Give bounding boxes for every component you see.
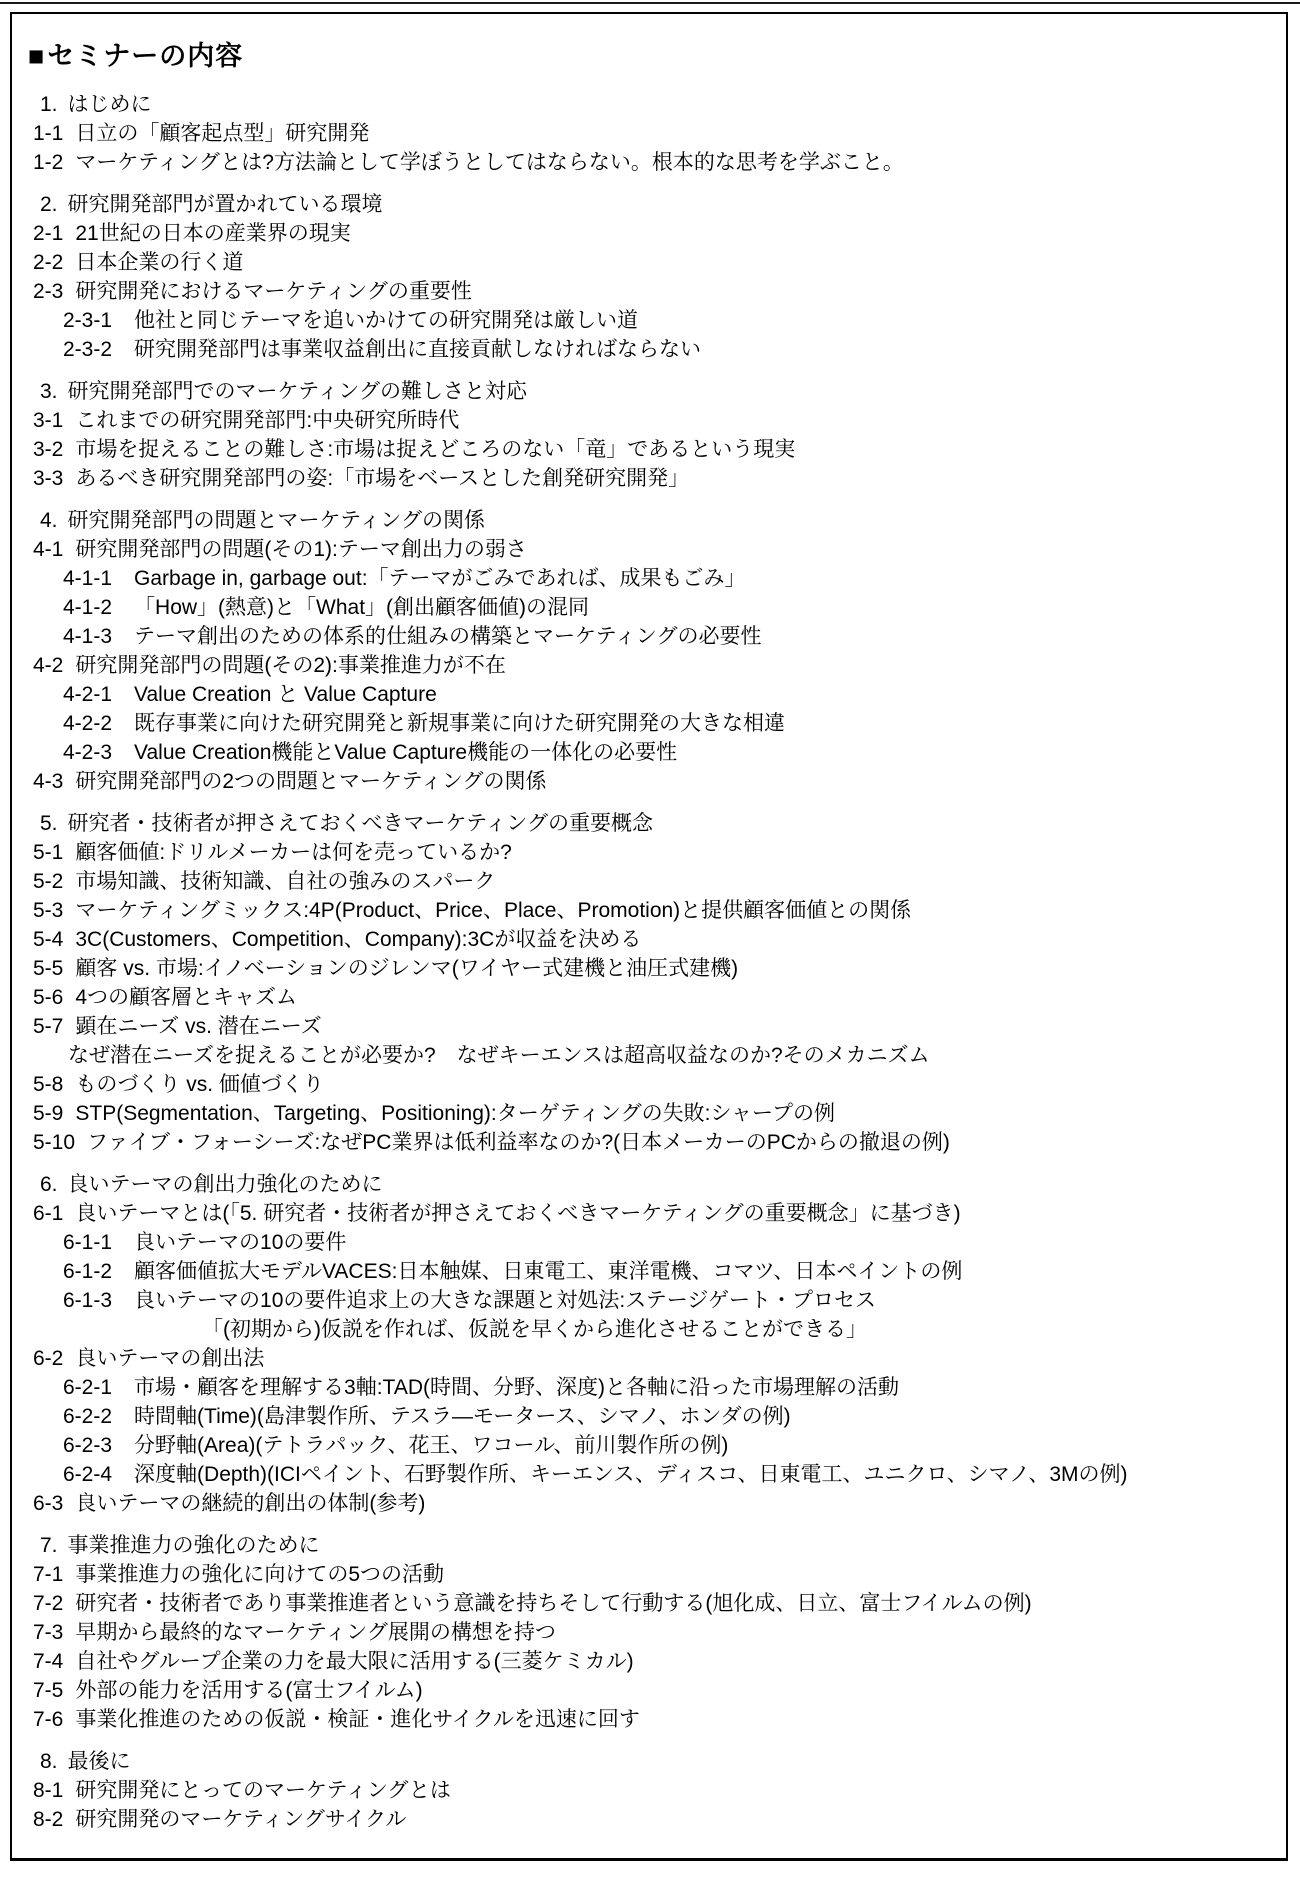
item-text: 既存事業に向けた研究開発と新規事業に向けた研究開発の大きな相違: [134, 712, 786, 735]
item-text: 研究者・技術者であり事業推進者という意識を持ちそして行動する(旭化成、日立、富士フイルムの例): [75, 1592, 1032, 1615]
page-title-text: セミナーの内容: [47, 41, 244, 71]
item-text: Value Creation機能とValue Capture機能の一体化の必要性: [134, 741, 678, 764]
item-text: 顧客価値:ドリルメーカーは何を売っているか?: [75, 841, 512, 864]
item-number: 5-1: [33, 841, 64, 864]
toc-subitem: [12, 306, 1268, 335]
item-text: 市場を捉えることの難しさ:市場は捉えどころのない「竜」であるという現実: [75, 438, 796, 461]
chapter-heading: [12, 190, 1268, 219]
toc-item-continuation: [12, 1315, 1268, 1344]
toc-item: [12, 1776, 1268, 1805]
toc-section-2: [12, 190, 1268, 364]
item-number: 7.: [40, 1534, 58, 1557]
item-number: 5.: [40, 812, 58, 835]
square-bullet-icon: ■: [28, 41, 46, 71]
item-number: 2.: [40, 193, 58, 216]
item-text: 良いテーマの創出法: [75, 1347, 265, 1370]
item-number: 2-1: [33, 222, 64, 245]
item-text: ファイブ・フォーシーズ:なぜPC業界は低利益率なのか?(日本メーカーのPCからの撤退の例): [87, 1131, 950, 1154]
toc-subitem: [12, 1402, 1268, 1431]
item-text: 市場・顧客を理解する3軸:TAD(時間、分野、深度)と各軸に沿った市場理解の活動: [134, 1376, 899, 1399]
item-number: 7-1: [33, 1563, 64, 1586]
item-text: マーケティングとは?方法論として学ぼうとしてはならない。根本的な思考を学ぶこと。: [75, 151, 904, 174]
toc-item-continuation: [12, 1041, 1268, 1070]
item-number: 4-2-1: [63, 683, 113, 706]
toc-item: [12, 119, 1268, 148]
item-number: 7-4: [33, 1650, 64, 1673]
item-number: 5-2: [33, 870, 64, 893]
item-number: 7-2: [33, 1592, 64, 1615]
item-text: テーマ創出のための体系的仕組みの構築とマーケティングの必要性: [134, 625, 762, 648]
item-number: 2-3-1: [63, 309, 113, 332]
toc-item: [12, 1128, 1268, 1157]
toc-item: [12, 1560, 1268, 1589]
chapter-heading: [12, 377, 1268, 406]
toc-item: [12, 1705, 1268, 1734]
item-text: 研究開発部門は事業収益創出に直接貢献しなければならない: [134, 338, 702, 361]
toc-item: [12, 1344, 1268, 1373]
toc-item: [12, 767, 1268, 796]
item-text: 良いテーマの継続的創出の体制(参考): [75, 1492, 426, 1515]
item-text: 研究開発部門の問題とマーケティングの関係: [67, 509, 485, 532]
item-number: 3-1: [33, 409, 64, 432]
item-number: 4-1-3: [63, 625, 113, 648]
toc-subitem: [12, 564, 1268, 593]
toc-subitem: [12, 738, 1268, 767]
item-text: 研究開発部門の問題(その1):テーマ創出力の弱さ: [75, 538, 527, 561]
item-text: マーケティングミックス:4P(Product、Price、Place、Promotion)と提供顧客価値との関係: [75, 899, 912, 922]
item-text: はじめに: [67, 93, 152, 116]
item-text: 事業推進力の強化のために: [67, 1534, 320, 1557]
item-number: 5-7: [33, 1015, 64, 1038]
toc-item: [12, 148, 1268, 177]
item-number: 6-2-4: [63, 1463, 113, 1486]
toc-item: [12, 651, 1268, 680]
toc-subitem: [12, 680, 1268, 709]
toc-item: [12, 435, 1268, 464]
toc-item: [12, 406, 1268, 435]
item-number: 4-1: [33, 538, 64, 561]
item-text: 研究開発部門の2つの問題とマーケティングの関係: [75, 770, 547, 793]
item-number: 6-2-1: [63, 1376, 113, 1399]
item-text: 「How」(熱意)と「What」(創出顧客価値)の混同: [134, 596, 590, 619]
toc-item: [12, 925, 1268, 954]
item-text: 顕在ニーズ vs. 潜在ニーズ: [75, 1015, 322, 1038]
chapter-heading: [12, 506, 1268, 535]
toc-section-8: [12, 1747, 1268, 1834]
item-text: 研究開発部門が置かれている環境: [67, 193, 383, 216]
item-text: 21世紀の日本の産業界の現実: [75, 222, 351, 245]
toc-subitem: [12, 1460, 1268, 1489]
toc-subitem: [12, 1286, 1268, 1315]
toc-item: [12, 1489, 1268, 1518]
item-number: 5-5: [33, 957, 64, 980]
item-number: 4-1-1: [63, 567, 113, 590]
item-number: 4-1-2: [63, 596, 113, 619]
item-number: 1-1: [33, 122, 64, 145]
item-number: 6-3: [33, 1492, 64, 1515]
toc-item: [12, 1589, 1268, 1618]
item-number: 1.: [40, 93, 58, 116]
toc-item: [12, 535, 1268, 564]
toc-section-1: [12, 90, 1268, 177]
item-text: 自社やグループ企業の力を最大限に活用する(三菱ケミカル): [75, 1650, 634, 1673]
item-number: 8-1: [33, 1779, 64, 1802]
item-text: 良いテーマとは(「5. 研究者・技術者が押さえておくべきマーケティングの重要概念」に基づき): [75, 1202, 961, 1225]
item-text: 3C(Customers、Competition、Company):3Cが収益を決める: [75, 928, 642, 951]
item-number: 6-1-3: [63, 1289, 113, 1312]
item-number: 4-2-2: [63, 712, 113, 735]
toc-item: [12, 983, 1268, 1012]
item-text: Value Creation と Value Capture: [134, 683, 437, 706]
toc-item: [12, 867, 1268, 896]
toc-item: [12, 1676, 1268, 1705]
item-text: あるべき研究開発部門の姿:「市場をベースとした創発研究開発」: [75, 467, 690, 490]
content-frame: [10, 12, 1288, 1861]
chapter-heading: [12, 1531, 1268, 1560]
toc-item: [12, 1618, 1268, 1647]
item-number: 6-1: [33, 1202, 64, 1225]
item-text: 市場知識、技術知識、自社の強みのスパーク: [75, 870, 496, 893]
item-number: 4-2-3: [63, 741, 113, 764]
top-rule: [0, 2, 1300, 4]
item-text: 分野軸(Area)(テトラパック、花王、ワコール、前川製作所の例): [134, 1434, 729, 1457]
toc-subitem: [12, 709, 1268, 738]
item-text: STP(Segmentation、Targeting、Positioning):ターゲティングの失敗:シャープの例: [75, 1102, 835, 1125]
item-number: 5-6: [33, 986, 64, 1009]
toc-item: [12, 896, 1268, 925]
item-text: 「(初期から)仮説を作れば、仮説を早くから進化させることができる」: [202, 1318, 867, 1341]
item-number: 7-3: [33, 1621, 64, 1644]
toc-item: [12, 954, 1268, 983]
item-number: 6-1-2: [63, 1260, 113, 1283]
item-number: 7-6: [33, 1708, 64, 1731]
toc-subitem: [12, 622, 1268, 651]
chapter-heading: [12, 1170, 1268, 1199]
toc-section-3: [12, 377, 1268, 493]
item-text: 他社と同じテーマを追いかけての研究開発は厳しい道: [134, 309, 639, 332]
item-text: 日立の「顧客起点型」研究開発: [75, 122, 370, 145]
toc-item: [12, 1099, 1268, 1128]
item-text: 顧客価値拡大モデルVACES:日本触媒、日東電工、東洋電機、コマツ、日本ペイントの例: [134, 1260, 963, 1283]
item-text: 事業推進力の強化に向けての5つの活動: [75, 1563, 445, 1586]
item-number: 4-2: [33, 654, 64, 677]
item-number: 4-3: [33, 770, 64, 793]
item-number: 6-2-3: [63, 1434, 113, 1457]
item-number: 6-2-2: [63, 1405, 113, 1428]
item-number: 6-2: [33, 1347, 64, 1370]
item-text: 良いテーマの10の要件追求上の大きな課題と対処法:ステージゲート・プロセス: [134, 1289, 876, 1312]
item-number: 5-9: [33, 1102, 64, 1125]
toc-subitem: [12, 593, 1268, 622]
toc-item: [12, 248, 1268, 277]
item-text: 研究開発のマーケティングサイクル: [75, 1808, 407, 1831]
item-text: 研究開発におけるマーケティングの重要性: [75, 280, 472, 303]
chapter-heading: [12, 90, 1268, 119]
chapter-heading: [12, 809, 1268, 838]
item-text: 外部の能力を活用する(富士フイルム): [75, 1679, 423, 1702]
item-number: 8.: [40, 1750, 58, 1773]
item-number: 8-2: [33, 1808, 64, 1831]
toc-section-7: [12, 1531, 1268, 1734]
item-number: 2-2: [33, 251, 64, 274]
toc-subitem: [12, 335, 1268, 364]
item-number: 5-10: [33, 1131, 76, 1154]
item-number: 2-3: [33, 280, 64, 303]
toc-subitem: [12, 1228, 1268, 1257]
toc-item: [12, 464, 1268, 493]
item-text: 研究開発部門でのマーケティングの難しさと対応: [67, 380, 527, 403]
toc-subitem: [12, 1373, 1268, 1402]
toc-item: [12, 1199, 1268, 1228]
item-text: 顧客 vs. 市場:イノベーションのジレンマ(ワイヤー式建機と油圧式建機): [75, 957, 739, 980]
item-text: なぜ潜在ニーズを捉えることが必要か? なぜキーエンスは超高収益なのか?そのメカニズム: [68, 1044, 930, 1067]
item-number: 6-1-1: [63, 1231, 113, 1254]
toc-section-6: [12, 1170, 1268, 1518]
item-number: 3-3: [33, 467, 64, 490]
item-text: Garbage in, garbage out:「テーマがごみであれば、成果もごみ」: [134, 567, 746, 590]
toc-subitem: [12, 1257, 1268, 1286]
item-number: 6.: [40, 1173, 58, 1196]
item-text: ものづくり vs. 価値づくり: [75, 1073, 324, 1096]
item-text: 深度軸(Depth)(ICIペイント、石野製作所、キーエンス、ディスコ、日東電工、ユニクロ、シマノ、3Mの例): [134, 1463, 1128, 1486]
item-number: 3.: [40, 380, 58, 403]
toc-section-5: [12, 809, 1268, 1157]
item-text: 研究開発にとってのマーケティングとは: [75, 1779, 451, 1802]
item-text: 日本企業の行く道: [75, 251, 244, 274]
item-number: 4.: [40, 509, 58, 532]
toc-item: [12, 1070, 1268, 1099]
item-number: 1-2: [33, 151, 64, 174]
page-title: [28, 38, 1268, 74]
item-number: 5-3: [33, 899, 64, 922]
toc-item: [12, 1805, 1268, 1834]
item-number: 7-5: [33, 1679, 64, 1702]
item-text: 4つの顧客層とキャズム: [75, 986, 298, 1009]
toc-item: [12, 838, 1268, 867]
item-text: 良いテーマの創出力強化のために: [67, 1173, 383, 1196]
item-number: 2-3-2: [63, 338, 113, 361]
item-text: これまでの研究開発部門:中央研究所時代: [75, 409, 460, 432]
item-number: 5-8: [33, 1073, 64, 1096]
chapter-heading: [12, 1747, 1268, 1776]
item-text: 事業化推進のための仮説・検証・進化サイクルを迅速に回す: [75, 1708, 640, 1731]
item-text: 研究者・技術者が押さえておくべきマーケティングの重要概念: [67, 812, 653, 835]
toc-subitem: [12, 1431, 1268, 1460]
toc-section-4: [12, 506, 1268, 796]
item-number: 5-4: [33, 928, 64, 951]
toc-item: [12, 277, 1268, 306]
item-number: 3-2: [33, 438, 64, 461]
item-text: 研究開発部門の問題(その2):事業推進力が不在: [75, 654, 506, 677]
toc-item: [12, 1012, 1268, 1041]
toc-item: [12, 219, 1268, 248]
toc-item: [12, 1647, 1268, 1676]
item-text: 良いテーマの10の要件: [134, 1231, 347, 1254]
item-text: 時間軸(Time)(島津製作所、テスラ—モータース、シマノ、ホンダの例): [134, 1405, 791, 1428]
item-text: 早期から最終的なマーケティング展開の構想を持つ: [75, 1621, 556, 1644]
item-text: 最後に: [67, 1750, 131, 1773]
